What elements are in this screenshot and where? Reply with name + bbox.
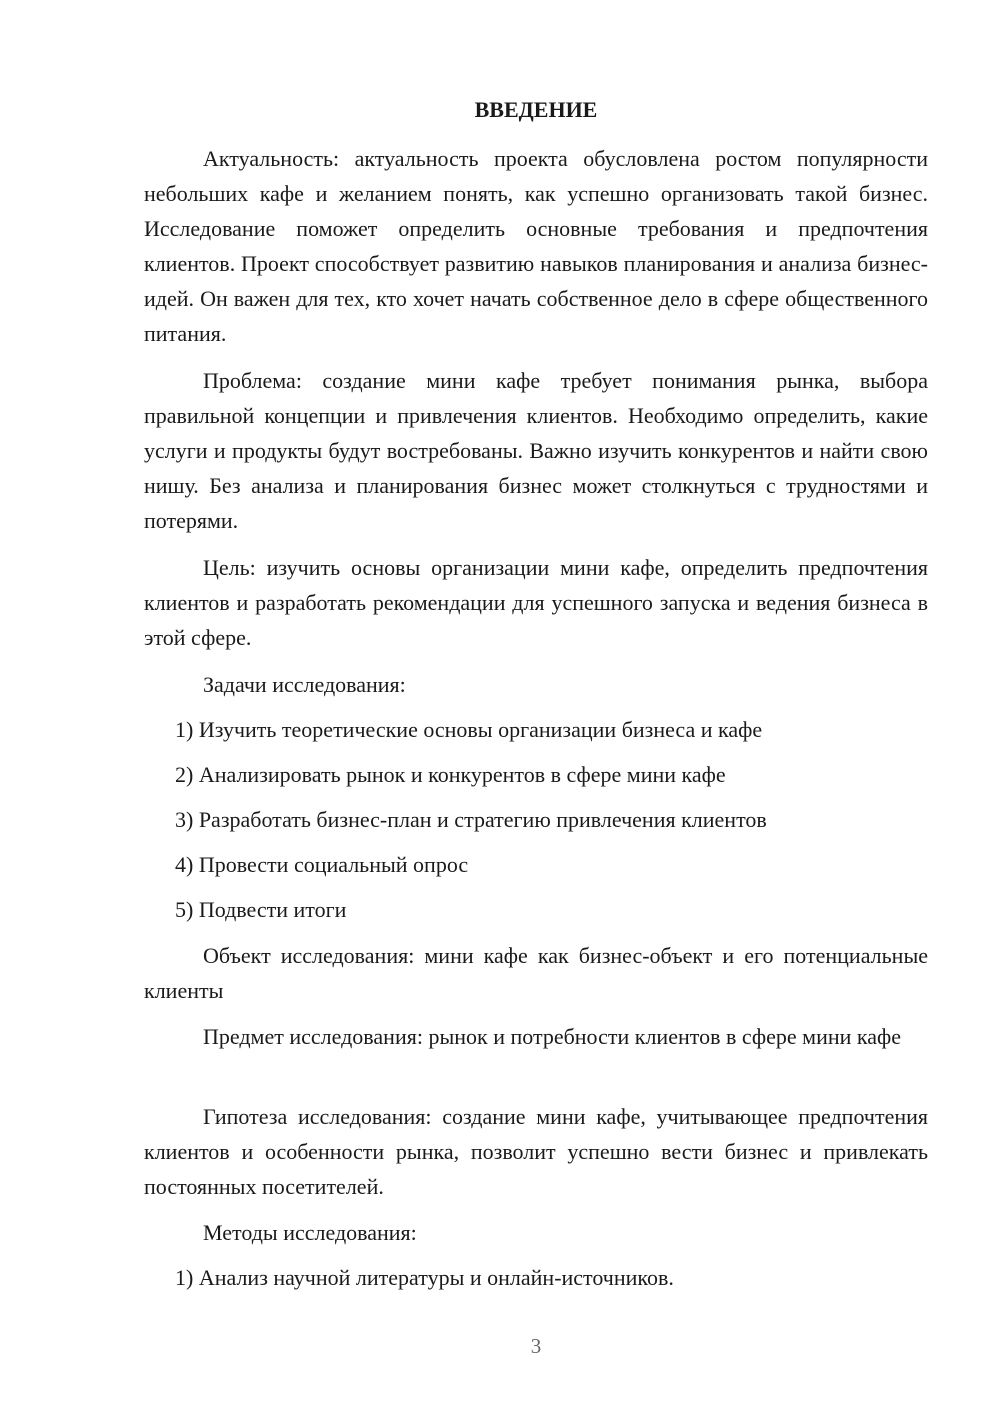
task-item-5: 5) Подвести итоги [175,897,347,922]
page-number: 3 [530,1334,542,1358]
methods-heading: Методы исследования: [203,1220,417,1245]
paragraph-subject: Предмет исследования: рынок и потребности клиентов в сфере мини кафе [203,1024,902,1049]
paragraph-problem: Проблема: создание мини кафе требует понимания рынка, выбора правильной концепции и привлечения клиентов. Необходимо определить, какие услуги и продукты будут востребованы. Важно изучить конкурентов и найти свою нишу. Без анализа и планирования бизнес может столкнуться с трудностями и потерями. [144,368,928,533]
page-title: ВВЕДЕНИЕ [474,97,598,122]
tasks-heading: Задачи исследования: [203,672,406,697]
task-item-2: 2) Анализировать рынок и конкурентов в сфере мини кафе [175,762,726,787]
paragraph-object: Объект исследования: мини кафе как бизнес-объект и его потенциальные клиенты [144,943,928,1003]
paragraph-relevance: Актуальность: актуальность проекта обусловлена ростом популярности небольших кафе и желанием понять, как успешно организовать такой бизнес. Исследование поможет определить основные требования и предпочтения клиентов. Проект способствует развитию навыков планирования и анализа бизнес-идей. Он важен для тех, кто хочет начать собственное дело в сфере общественного питания. [144,146,928,346]
task-item-3: 3) Разработать бизнес-план и стратегию привлечения клиентов [175,807,767,832]
paragraph-goal: Цель: изучить основы организации мини кафе, определить предпочтения клиентов и разработать рекомендации для успешного запуска и ведения бизнеса в этой сфере. [144,555,928,650]
paragraph-hypothesis: Гипотеза исследования: создание мини кафе, учитывающее предпочтения клиентов и особенности рынка, позволит успешно вести бизнес и привлекать постоянных посетителей. [144,1104,928,1199]
method-item-1: 1) Анализ научной литературы и онлайн-источников. [175,1265,674,1290]
task-item-4: 4) Провести социальный опрос [175,852,469,877]
task-item-1: 1) Изучить теоретические основы организации бизнеса и кафе [175,717,763,742]
